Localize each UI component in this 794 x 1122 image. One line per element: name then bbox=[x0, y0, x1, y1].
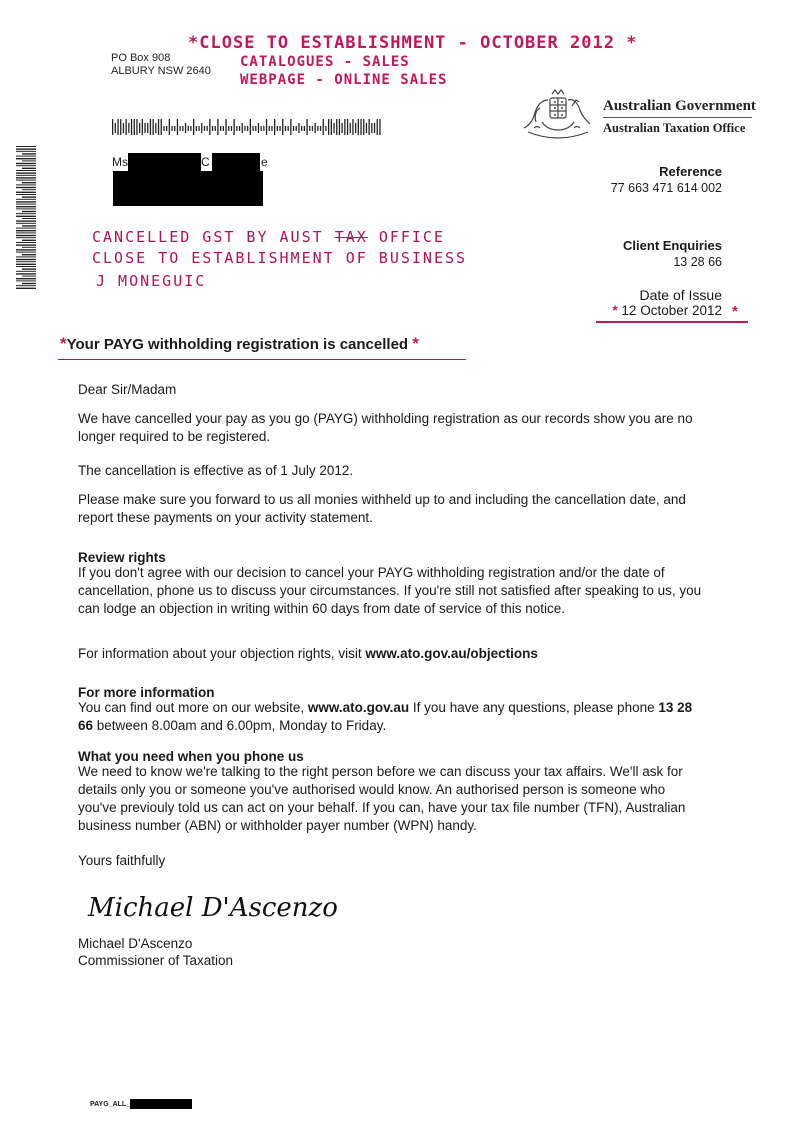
annotation-star: * bbox=[60, 334, 67, 353]
more-info-heading: For more information bbox=[78, 685, 215, 700]
annotation-star: * bbox=[626, 33, 638, 53]
side-barcode bbox=[16, 146, 36, 289]
paragraph-monies: Please make sure you forward to us all monies withheld up to and including the cancellation date, and report these payments on your activity statement. bbox=[78, 492, 686, 525]
handwritten-underline bbox=[596, 321, 748, 323]
redaction-bar bbox=[212, 153, 260, 171]
phone-number: 13 28 66 bbox=[78, 700, 693, 733]
signer-name: Michael D'Ascenzo bbox=[78, 936, 193, 951]
annotation-star: * bbox=[732, 303, 738, 320]
handwritten-note-top-1 bbox=[188, 33, 637, 53]
sender-address bbox=[111, 52, 211, 78]
phone-heading: What you need when you phone us bbox=[78, 749, 304, 764]
signature-script: Michael D'Ascenzo bbox=[88, 893, 338, 923]
closing: Yours faithfully bbox=[78, 853, 166, 868]
more-info-text-c: between 8.00am and 6.00pm, Monday to Friday. bbox=[93, 718, 387, 733]
office-name: Australian Taxation Office bbox=[603, 121, 746, 135]
objection-link[interactable]: www.ato.gov.au/objections bbox=[365, 646, 538, 661]
redaction-bar bbox=[130, 1099, 192, 1109]
addressee-fragment-2: e bbox=[261, 155, 268, 169]
client-enquiries-label: Client Enquiries bbox=[623, 238, 722, 253]
addressee-fragment: C bbox=[201, 155, 210, 169]
salutation: Dear Sir/Madam bbox=[78, 382, 177, 397]
handwritten-text: OFFICE bbox=[378, 228, 445, 246]
review-rights-heading: Review rights bbox=[78, 550, 166, 565]
signer-title: Commissioner of Taxation bbox=[78, 953, 234, 968]
handwritten-struck-text: TAX bbox=[334, 228, 368, 246]
subject-text: Your PAYG withholding registration is cancelled bbox=[66, 336, 409, 353]
phone-text: We need to know we're talking to the right person before we can discuss your tax affairs. We'll ask for details only you or someone you've authorised would know. An authorised person is someone who you've previouly told us can act on your behalf. If you can, have your tax file number (TFN), Australian business number (ABN) or withholder payer number (WPN) handy. bbox=[78, 764, 686, 833]
objection-text: For information about your objection rights, visit bbox=[78, 646, 366, 661]
addressee-name bbox=[112, 155, 128, 169]
handwritten-note-top-3: WEBPAGE - ONLINE SALES bbox=[240, 72, 448, 88]
form-code-text: PAYG_ALL_ bbox=[90, 1100, 131, 1108]
annotation-star: * bbox=[188, 33, 200, 53]
postal-barcode bbox=[112, 119, 384, 135]
sender-po-box: PO Box 908 bbox=[111, 52, 171, 64]
sender-city: ALBURY NSW 2640 bbox=[111, 65, 211, 77]
letter-subject bbox=[60, 334, 419, 354]
handwritten-note-top-2: CATALOGUES - SALES bbox=[240, 54, 410, 70]
handwritten-note-mid-2: CLOSE TO ESTABLISHMENT OF BUSINESS bbox=[92, 249, 468, 267]
signature-image bbox=[86, 882, 338, 930]
handwritten-note-mid-3: J MONEGUIC bbox=[96, 272, 207, 290]
more-info-text-a: You can find out more on our website, bbox=[78, 700, 308, 715]
paragraph-cancellation: We have cancelled your pay as you go (PAYG) withholding registration as our records show you are no longer required to be registered. bbox=[78, 411, 693, 444]
handwritten-text: CANCELLED GST BY AUST bbox=[92, 228, 324, 246]
date-of-issue-text: 12 October 2012 bbox=[621, 303, 722, 318]
redaction-bar bbox=[128, 153, 201, 171]
redaction-block bbox=[113, 171, 263, 206]
government-name: Australian Government bbox=[603, 98, 756, 114]
paragraph-effective-date: The cancellation is effective as of 1 July 2012. bbox=[78, 463, 354, 478]
handwritten-text: CLOSE TO ESTABLISHMENT - OCTOBER 2012 bbox=[199, 33, 615, 53]
website-link[interactable]: www.ato.gov.au bbox=[307, 700, 410, 715]
more-info-text bbox=[78, 699, 698, 735]
objection-paragraph bbox=[78, 645, 718, 663]
coat-of-arms-icon bbox=[522, 88, 594, 140]
annotation-star: * bbox=[412, 334, 419, 353]
client-enquiries-value: 13 28 66 bbox=[673, 255, 722, 269]
date-of-issue-value bbox=[612, 303, 722, 318]
date-of-issue-label: Date of Issue bbox=[639, 287, 722, 303]
reference-label: Reference bbox=[659, 164, 722, 179]
more-info-text-b: If you have any questions, please phone bbox=[409, 700, 659, 715]
logo-divider bbox=[603, 117, 752, 118]
government-logo bbox=[522, 88, 756, 140]
reference-value: 77 663 471 614 002 bbox=[610, 181, 722, 195]
annotation-star: * bbox=[612, 303, 618, 318]
form-code bbox=[90, 1099, 192, 1109]
addressee-prefix: Ms bbox=[112, 155, 128, 169]
handwritten-note-mid-1 bbox=[92, 228, 445, 246]
review-rights-text: If you don't agree with our decision to cancel your PAYG withholding registration and/or the date of cancellation, phone us to discuss your circumstances. If you're still not satisfied after speaking to us, you can lodge an objection in writing within 60 days from date of service of this notice. bbox=[78, 565, 702, 616]
